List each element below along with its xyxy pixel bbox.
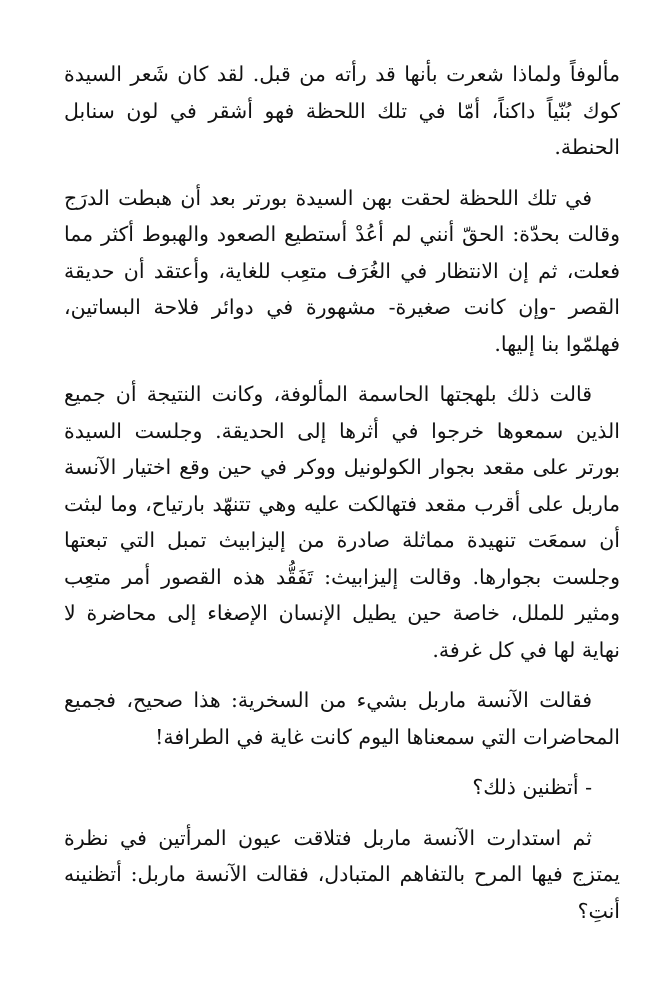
- book-page: [64, 56, 620, 929]
- paragraph-5-dialogue: - أتظنين ذلك؟: [472, 775, 592, 799]
- paragraph-4: فقالت الآنسة ماربل بشيء من السخرية: هذا صحيح، فجميع المحاضرات التي سمعناها اليوم كانت غاية في الطرافة!: [64, 688, 620, 749]
- paragraph-1: مألوفاً ولماذا شعرت بأنها قد رأته من قبل. لقد كان شَعر السيدة كوك بُنّياً داكناً، أمّا في تلك اللحظة فهو أشقر في لون سنابل الحنطة.: [64, 62, 620, 159]
- paragraph-6: ثم استدارت الآنسة ماربل فتلاقت عيون المرأتين في نظرة يمتزج فيها المرح بالتفاهم المتبادل، فقالت الآنسة ماربل: أتظنينه أنتِ؟: [64, 825, 620, 923]
- paragraph-2: في تلك اللحظة لحقت بهن السيدة بورتر بعد أن هبطت الدرَج وقالت بحدّة: الحقّ أنني لم أعُدْ أستطيع الصعود والهبوط أكثر مما فعلت، ثم إن الانتظار في الغُرَف متعِب للغاية، وأعتقد أن حديقة القصر -وإن كانت صغيرة- مشهورة في دوائر فلاحة البساتين، فهلمّوا بنا إليها.: [64, 185, 620, 356]
- paragraph-3: قالت ذلك بلهجتها الحاسمة المألوفة، وكانت النتيجة أن جميع الذين سمعوها خرجوا في أثرها إلى الحديقة. وجلست السيدة بورتر على مقعد بجوار الكولونيل ووكر في حين وقع اختيار الآنسة ماربل على أقرب مقعد فتهالكت عليه وهي تتنهّد بارتياح، وما لبثت أن سمعَت تنهيدة مماثلة صادرة من إليزابيث تمبل التي تبعتها وجلست بجوارها. وقالت إليزابيث: تَفَقُّد هذه القصور أمر متعِب ومثير للملل، خاصة حين يطيل الإنسان الإصغاء إلى محاضرة لا نهاية لها في كل غرفة.: [64, 382, 620, 662]
